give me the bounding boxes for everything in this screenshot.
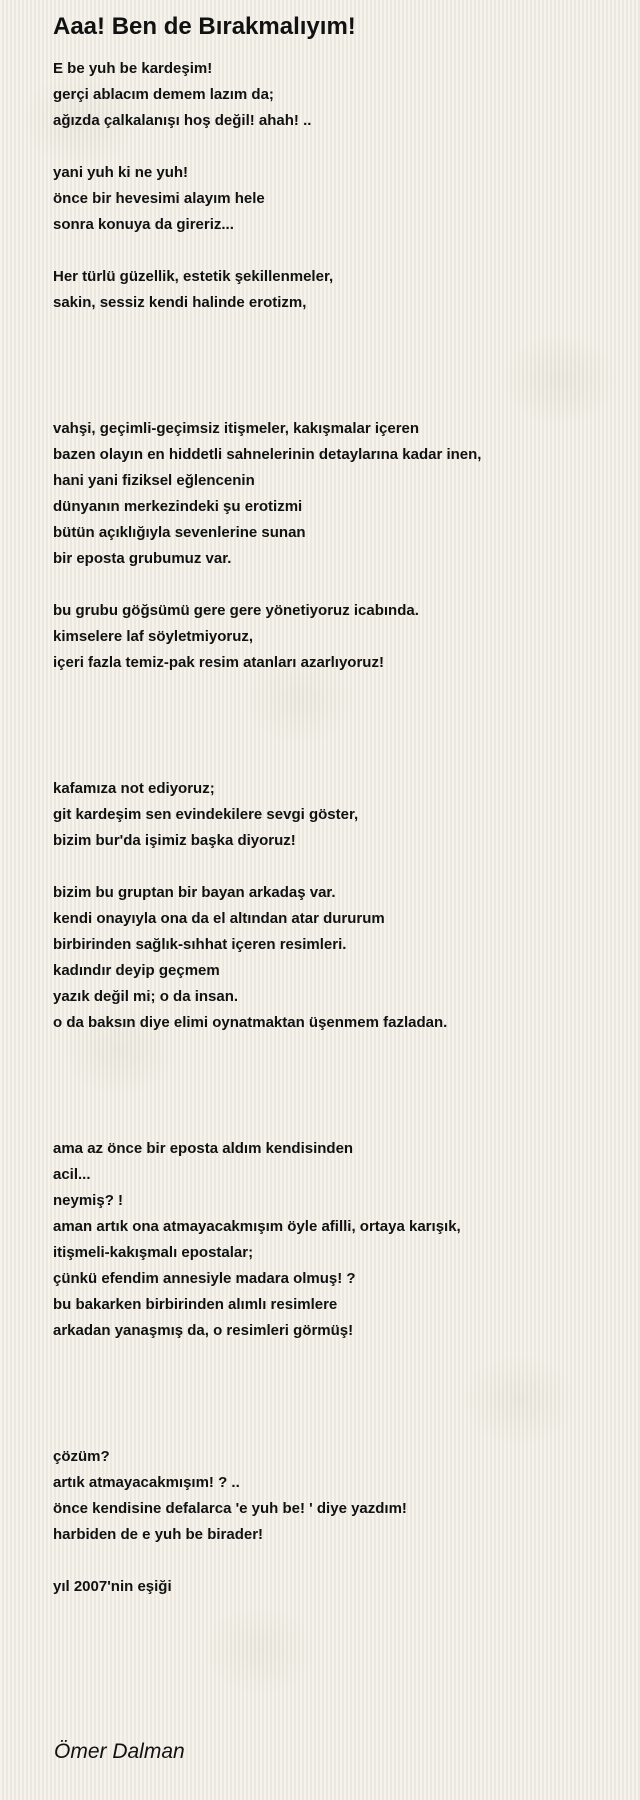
poem-line: artık atmayacakmışım! ? .. xyxy=(53,1474,240,1491)
poem-line: bu bakarken birbirinden alımlı resimlere xyxy=(53,1296,338,1313)
poem-line: acil... xyxy=(53,1166,91,1183)
poem-body xyxy=(53,56,613,1600)
poem-line: bütün açıklığıyla sevenlerine sunan xyxy=(53,524,306,541)
stanza-spacer xyxy=(53,316,613,416)
poem-line: kendi onayıyla ona da el altından atar dururum xyxy=(53,910,385,927)
poem-line: sonra konuya da gireriz... xyxy=(53,216,234,233)
poem-line: yıl 2007'nin eşiği xyxy=(53,1578,172,1595)
author-name: Ömer Dalman xyxy=(54,1740,185,1763)
poem-line: vahşi, geçimli-geçimsiz itişmeler, kakışmalar içeren xyxy=(53,420,420,437)
stanza xyxy=(53,1574,613,1600)
poem-line: birbirinden sağlık-sıhhat içeren resimleri. xyxy=(53,936,347,953)
poem-line: gerçi ablacım demem lazım da; xyxy=(53,86,274,103)
stanza-spacer xyxy=(53,1036,613,1136)
poem-line: git kardeşim sen evindekilere sevgi göster, xyxy=(53,806,359,823)
stanza-spacer xyxy=(53,854,613,880)
poem-line: harbiden de e yuh be birader! xyxy=(53,1526,264,1543)
stanza xyxy=(53,1136,613,1344)
poem-line: E be yuh be kardeşim! xyxy=(53,60,213,77)
poem-title: Aaa! Ben de Bırakmalıyım! xyxy=(53,13,356,40)
poem-page xyxy=(53,10,613,1600)
stanza-spacer xyxy=(53,676,613,776)
poem-line: itişmeli-kakışmalı epostalar; xyxy=(53,1244,254,1261)
poem-line: yazık değil mi; o da insan. xyxy=(53,988,239,1005)
poem-line: arkadan yanaşmış da, o resimleri görmüş! xyxy=(53,1322,354,1339)
poem-line: kafamıza not ediyoruz; xyxy=(53,780,215,797)
poem-line: ama az önce bir eposta aldım kendisinden xyxy=(53,1140,354,1157)
stanza xyxy=(53,264,613,316)
poem-line: bu grubu göğsümü gere gere yönetiyoruz icabında. xyxy=(53,602,419,619)
stanza xyxy=(53,598,613,676)
stanza xyxy=(53,1444,613,1548)
poem-line: aman artık ona atmayacakmışım öyle afilli, ortaya karışık, xyxy=(53,1218,461,1235)
poem-line: kimselere laf söyletmiyoruz, xyxy=(53,628,254,645)
poem-line: ağızda çalkalanışı hoş değil! ahah! .. xyxy=(53,112,312,129)
poem-line: bizim bur'da işimiz başka diyoruz! xyxy=(53,832,296,849)
poem-line: kadındır deyip geçmem xyxy=(53,962,220,979)
poem-line: hani yani fiziksel eğlencenin xyxy=(53,472,255,489)
stanza xyxy=(53,416,613,572)
poem-line: çözüm? xyxy=(53,1448,110,1465)
stanza xyxy=(53,880,613,1036)
stanza xyxy=(53,160,613,238)
stanza xyxy=(53,776,613,854)
poem-line: içeri fazla temiz-pak resim atanları azarlıyoruz! xyxy=(53,654,384,671)
poem-line: Her türlü güzellik, estetik şekillenmeler, xyxy=(53,268,334,285)
poem-line: çünkü efendim annesiyle madara olmuş! ? xyxy=(53,1270,356,1287)
poem-line: önce bir hevesimi alayım hele xyxy=(53,190,265,207)
stanza-spacer xyxy=(53,1548,613,1574)
stanza xyxy=(53,56,613,134)
poem-line: bizim bu gruptan bir bayan arkadaş var. xyxy=(53,884,336,901)
poem-line: bir eposta grubumuz var. xyxy=(53,550,232,567)
poem-line: yani yuh ki ne yuh! xyxy=(53,164,189,181)
stanza-spacer xyxy=(53,1344,613,1444)
poem-line: önce kendisine defalarca 'e yuh be! ' diye yazdım! xyxy=(53,1500,407,1517)
poem-line: dünyanın merkezindeki şu erotizmi xyxy=(53,498,303,515)
poem-line: o da baksın diye elimi oynatmaktan üşenmem fazladan. xyxy=(53,1014,448,1031)
poem-line: sakin, sessiz kendi halinde erotizm, xyxy=(53,294,307,311)
stanza-spacer xyxy=(53,238,613,264)
stanza-spacer xyxy=(53,572,613,598)
poem-line: neymiş? ! xyxy=(53,1192,124,1209)
poem-line: bazen olayın en hiddetli sahnelerinin detaylarına kadar inen, xyxy=(53,446,482,463)
stanza-spacer xyxy=(53,134,613,160)
